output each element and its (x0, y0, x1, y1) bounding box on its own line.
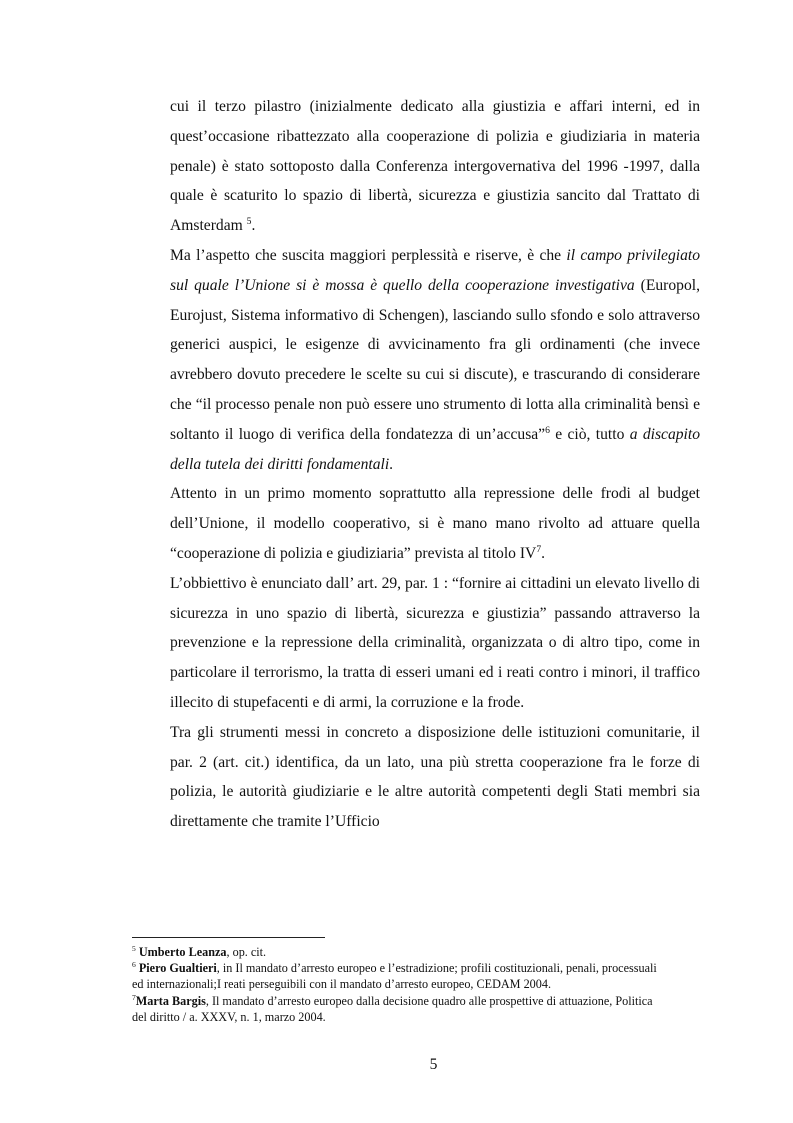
footnotes (132, 944, 667, 1025)
paragraph-2-text-a: Ma l’aspetto che suscita maggiori perplessità e riserve, è che (170, 246, 567, 264)
footnote-ref-6: 6 (545, 424, 550, 436)
paragraph-2-text-c: e ciò, tutto (549, 425, 630, 443)
paragraph-3-text: Attento in un primo momento soprattutto alla repressione delle frodi al budget dell’Unione, il modello cooperativo, si è mano mano rivolto ad attuare quella “cooperazione di polizia e giudiziaria” prevista al titolo IV (170, 485, 700, 562)
footnote-author: Piero Gualtieri (138, 961, 217, 976)
footnote-author: Umberto Leanza (138, 945, 227, 959)
paragraph-4 (170, 569, 700, 718)
paragraph-4-text: L’obbiettivo è enunciato dall’ art. 29, par. 1 : “fornire ai cittadini un elevato livello di sicurezza in uno spazio di libertà, sicurezza e giustizia” passando attraverso la prevenzione e la repressione della criminalità, organizzata o di altro tipo, come in particolare il terrorismo, la tratta di esseri umani ed i reati contro i minori, il traffico illecito di stupefacenti e di armi, la corruzione e la frode. (170, 574, 700, 711)
paragraph-5-text: Tra gli strumenti messi in concreto a disposizione delle istituzioni comunitarie, il par. 2 (art. cit.) identifica, da un lato, una più stretta cooperazione fra le forze di polizia, le autorità giudiziarie e le altre autorità competenti degli Stati membri sia direttamente che tramite l’Ufficio (170, 723, 700, 831)
footnote-number: 5 (132, 943, 136, 953)
footnote-5 (132, 944, 667, 960)
paragraph-2 (170, 241, 700, 479)
paragraph-5 (170, 718, 700, 837)
paragraph-1-end: . (251, 217, 256, 235)
page-number: 5 (429, 1056, 438, 1073)
paragraph-2-italic-1: il campo privilegiato sul quale l’Unione si è mossa è quello della cooperazione investigativa (170, 246, 700, 294)
footnote-7 (132, 993, 667, 1025)
paragraph-2-italic-2: a discapito della tutela dei diritti fondamentali (170, 425, 700, 473)
paragraph-3-end: . (541, 544, 546, 562)
footnote-6 (132, 960, 667, 992)
paragraph-2-end: . (389, 455, 394, 473)
footnote-number: 7 (132, 992, 136, 1002)
paragraph-2-text-b: (Europol, Eurojust, Sistema informativo di Schengen), lasciando sullo sfondo e solo attraverso generici auspici, le esigenze di avvicinamento fra gli ordinamenti (che invece avrebbero dovuto precedere le scelte su cui si discute), e trascurando di considerare che “il processo penale non può essere uno strumento di lotta alla criminalità bensì e soltanto il luogo di verifica della fondatezza di un’accusa” (170, 276, 700, 443)
paragraph-1 (170, 92, 700, 241)
paragraph-3 (170, 479, 700, 568)
paragraph-1-text: cui il terzo pilastro (inizialmente dedicato alla giustizia e affari interni, ed in quest’occasione ribattezzato alla cooperazione di polizia e giudiziaria in materia penale) è stato sottoposto dalla Conferenza intergovernativa del 1996 -1997, dalla quale è scaturito lo spazio di libertà, sicurezza e giustizia sancito dal Trattato di Amsterdam (170, 98, 700, 235)
footnote-author: Marta Bargis (135, 993, 206, 1008)
body-text (170, 92, 700, 837)
footnote-text: , in Il mandato d’arresto europeo e l’estradizione; profili costituzionali, penali, processuali ed internazionali;I reati perseguibili con il mandato d’arresto europeo, CEDAM 2004. (132, 961, 657, 992)
footnote-ref-7: 7 (536, 543, 542, 555)
footnote-text: , Il mandato d’arresto europeo dalla decisione quadro alle prospettive di attuazione, Politica del diritto / a. XXXV, n. 1, marzo 2004. (132, 993, 653, 1024)
footnote-text: , op. cit. (226, 945, 267, 959)
footnote-number: 6 (132, 960, 136, 970)
footnote-divider (132, 937, 325, 938)
footnote-ref-5: 5 (246, 216, 252, 227)
